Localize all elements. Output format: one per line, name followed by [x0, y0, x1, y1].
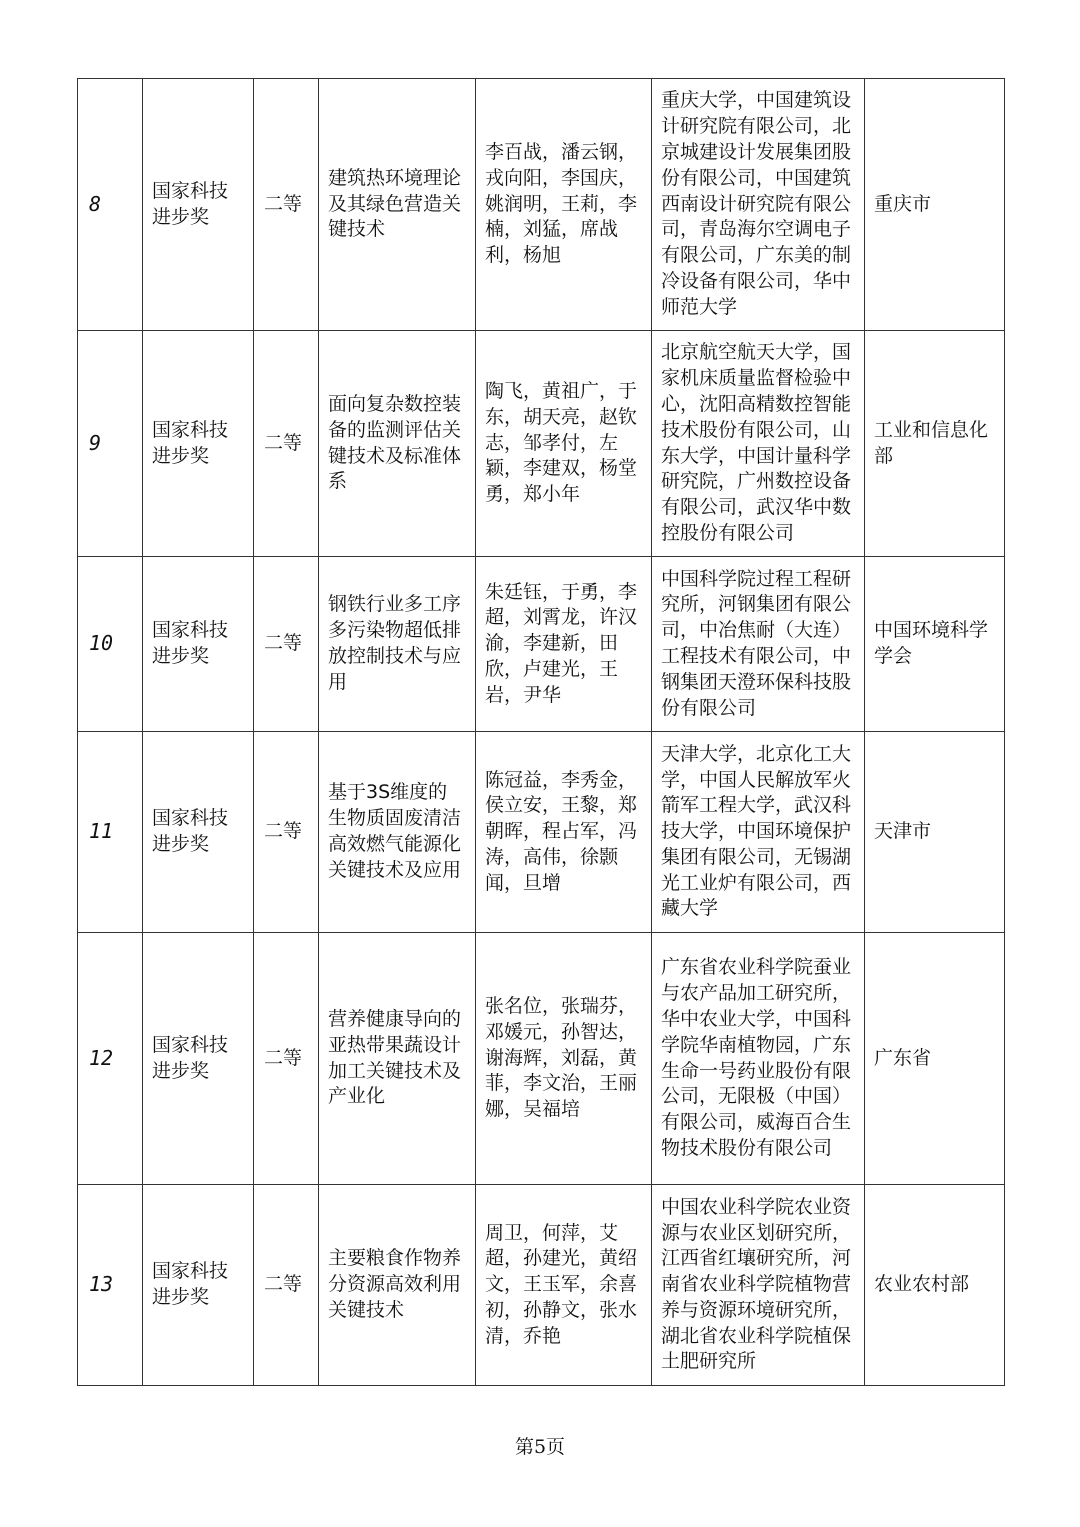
completing-units: 北京航空航天大学，国家机床质量监督检验中心，沈阳高精数控智能技术股份有限公司，山东大学，中国计量科学研究院，广州数控设备有限公司，武汉华中数控股份有限公司 [652, 331, 865, 557]
completing-units: 天津大学，北京化工大学，中国人民解放军火箭军工程大学，武汉科技大学，中国环境保护集团有限公司，无锡湖光工业炉有限公司，西藏大学 [652, 732, 865, 933]
completing-units: 广东省农业科学院蚕业与农产品加工研究所，华中农业大学，中国科学院华南植物园，广东生命一号药业股份有限公司，无限极（中国）有限公司，威海百合生物技术股份有限公司 [652, 933, 865, 1185]
row-number: 9 [78, 331, 143, 557]
main-contributors: 陶飞，黄祖广，于东，胡天亮，赵钦志，邹孝付，左颖，李建双，杨堂勇，郑小年 [476, 331, 652, 557]
award-grade: 二等 [254, 732, 319, 933]
completing-units: 重庆大学，中国建筑设计研究院有限公司，北京城建设计发展集团股份有限公司，中国建筑西南设计研究院有限公司，青岛海尔空调电子有限公司，广东美的制冷设备有限公司，华中师范大学 [652, 79, 865, 331]
award-type: 国家科技进步奖 [143, 933, 254, 1185]
table-row [78, 933, 1005, 1185]
award-type: 国家科技进步奖 [143, 79, 254, 331]
awards-table [77, 78, 1005, 1386]
award-grade: 二等 [254, 557, 319, 732]
award-grade: 二等 [254, 79, 319, 331]
table-row [78, 1185, 1005, 1386]
award-type: 国家科技进步奖 [143, 557, 254, 732]
main-contributors: 朱廷钰，于勇，李超，刘霄龙，许汉渝，李建新，田欣，卢建光，王岩，尹华 [476, 557, 652, 732]
table-row [78, 331, 1005, 557]
award-grade: 二等 [254, 933, 319, 1185]
nominating-unit: 工业和信息化部 [865, 331, 1005, 557]
nominating-unit: 天津市 [865, 732, 1005, 933]
project-name: 钢铁行业多工序多污染物超低排放控制技术与应用 [319, 557, 476, 732]
main-contributors: 周卫，何萍，艾超，孙建光，黄绍文，王玉军，余喜初，孙静文，张水清，乔艳 [476, 1185, 652, 1386]
main-contributors: 李百战，潘云钢，戎向阳，李国庆，姚润明，王莉，李楠，刘猛，席战利，杨旭 [476, 79, 652, 331]
award-grade: 二等 [254, 1185, 319, 1386]
nominating-unit: 广东省 [865, 933, 1005, 1185]
row-number: 10 [78, 557, 143, 732]
project-name: 面向复杂数控装备的监测评估关键技术及标准体系 [319, 331, 476, 557]
row-number: 11 [78, 732, 143, 933]
award-type: 国家科技进步奖 [143, 331, 254, 557]
page-number: 第5页 [514, 1436, 566, 1458]
completing-units: 中国科学院过程工程研究所，河钢集团有限公司，中冶焦耐（大连）工程技术有限公司，中钢集团天澄环保科技股份有限公司 [652, 557, 865, 732]
table-row [78, 79, 1005, 331]
award-grade: 二等 [254, 331, 319, 557]
main-contributors: 张名位，张瑞芬，邓媛元，孙智达，谢海辉，刘磊，黄菲，李文治，王丽娜，吴福培 [476, 933, 652, 1185]
nominating-unit: 农业农村部 [865, 1185, 1005, 1386]
project-name: 主要粮食作物养分资源高效利用关键技术 [319, 1185, 476, 1386]
award-type: 国家科技进步奖 [143, 732, 254, 933]
project-name: 营养健康导向的亚热带果蔬设计加工关键技术及产业化 [319, 933, 476, 1185]
row-number: 12 [78, 933, 143, 1185]
row-number: 8 [78, 79, 143, 331]
table-row [78, 557, 1005, 732]
main-contributors: 陈冠益，李秀金，侯立安，王黎，郑朝晖，程占军，冯涛，高伟，徐颢闻，旦增 [476, 732, 652, 933]
table-row [78, 732, 1005, 933]
award-type: 国家科技进步奖 [143, 1185, 254, 1386]
nominating-unit: 中国环境科学学会 [865, 557, 1005, 732]
project-name: 基于3S维度的生物质固废清洁高效燃气能源化关键技术及应用 [319, 732, 476, 933]
nominating-unit: 重庆市 [865, 79, 1005, 331]
project-name: 建筑热环境理论及其绿色营造关键技术 [319, 79, 476, 331]
completing-units: 中国农业科学院农业资源与农业区划研究所，江西省红壤研究所，河南省农业科学院植物营养与资源环境研究所，湖北省农业科学院植保土肥研究所 [652, 1185, 865, 1386]
row-number: 13 [78, 1185, 143, 1386]
